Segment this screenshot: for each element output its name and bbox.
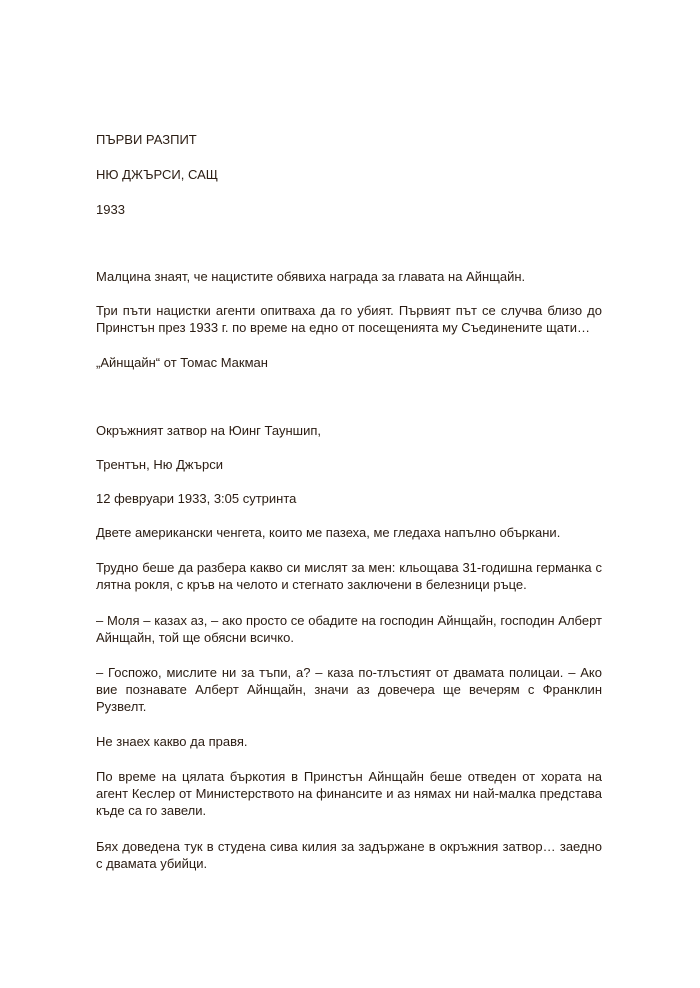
epigraph-paragraph-1: Малцина знаят, че нацистите обявиха награда за главата на Айнщайн. — [96, 269, 526, 284]
epigraph-source: „Айнщайн“ от Томас Макман — [96, 355, 268, 370]
dateline-date: 12 февруари 1933, 3:05 сутринта — [96, 491, 297, 506]
body-paragraph-4: – Госпожо, мислите ни за тъпи, а? – каза по-тлъстият от двамата полицаи. – Ако вие познавате Алберт Айнщайн, значи аз довечера ще вечерям с Франклин Рузвелт. — [96, 665, 602, 714]
chapter-year: 1933 — [96, 202, 125, 217]
body-paragraph-7: Бях доведена тук в студена сива килия за задържане в окръжния затвор… заедно с двамата убийци. — [96, 839, 602, 871]
body-paragraph-1: Двете американски ченгета, които ме пазеха, ме гледаха напълно объркани. — [96, 525, 561, 540]
chapter-title: ПЪРВИ РАЗПИТ — [96, 132, 197, 147]
dateline-place-2: Трентън, Ню Джърси — [96, 457, 223, 472]
dateline-place-1: Окръжният затвор на Юинг Тауншип, — [96, 423, 321, 438]
body-paragraph-3: – Моля – казах аз, – ако просто се обадите на господин Айнщайн, господин Алберт Айнщайн, той ще обясни всичко. — [96, 613, 602, 645]
body-paragraph-6: По време на цялата бъркотия в Принстън Айнщайн беше отведен от хората на агент Кеслер от Министерството на финансите и аз нямах ни най-малка представа къде са го завели. — [96, 769, 602, 818]
body-paragraph-2: Трудно беше да разбера какво си мислят за мен: кльощава 31-годишна германка с лятна рокля, с кръв на челото и стегнато заключени в белезници ръце. — [96, 560, 602, 592]
chapter-place: НЮ ДЖЪРСИ, САЩ — [96, 167, 218, 182]
epigraph-paragraph-2: Три пъти нацистки агенти опитваха да го убият. Първият път се случва близо до Принстън през 1933 г. по време на едно от посещенията му Съединените щати… — [96, 303, 602, 335]
body-paragraph-5: Не знаех какво да правя. — [96, 734, 248, 749]
